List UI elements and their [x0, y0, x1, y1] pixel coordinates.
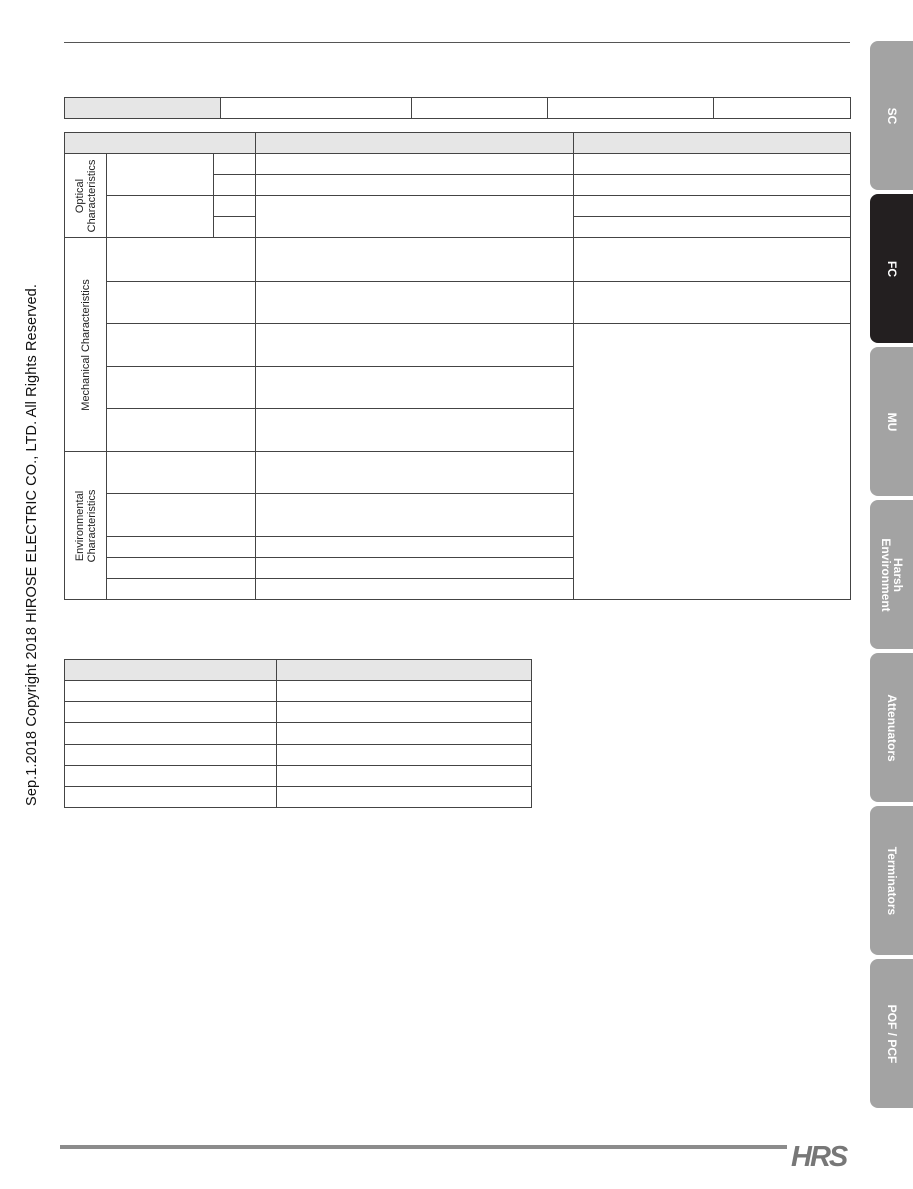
side-tabs — [870, 0, 913, 1189]
spec-standard — [574, 154, 851, 175]
spec-condition — [256, 281, 574, 323]
spec-item — [107, 196, 214, 238]
spec-condition — [256, 578, 574, 599]
spec-standard — [574, 238, 851, 281]
spec-item — [107, 452, 256, 494]
tab-pof-pcf-label: POF / PCF — [884, 1004, 899, 1063]
spec-condition — [256, 323, 574, 366]
spec-condition — [256, 175, 574, 196]
tab-fc-label: FC — [884, 260, 899, 277]
tab-attenuators[interactable] — [870, 653, 913, 802]
tab-mu-label: MU — [884, 412, 899, 431]
materials-cell — [277, 723, 532, 744]
section-optical — [65, 154, 107, 238]
tab-mu[interactable] — [870, 347, 913, 496]
tab-harsh-environment[interactable] — [870, 500, 913, 649]
spec-standard — [574, 323, 851, 599]
materials-cell — [65, 765, 277, 786]
spec-condition — [256, 154, 574, 175]
spec-item — [107, 366, 256, 408]
spec-standard — [574, 175, 851, 196]
header-cell — [412, 98, 548, 119]
header-cell — [65, 98, 221, 119]
spec-item — [107, 238, 256, 281]
spec-item — [107, 536, 256, 557]
materials-cell — [65, 723, 277, 744]
spec-item — [107, 323, 256, 366]
copyright-text: Sep.1.2018 Copyright 2018 HIROSE ELECTRIC CO., LTD. All Rights Reserved. — [24, 284, 40, 806]
tab-fc[interactable] — [870, 194, 913, 343]
spec-condition — [256, 494, 574, 536]
spec-condition — [256, 366, 574, 408]
spec-item — [107, 494, 256, 536]
spec-item — [107, 154, 214, 196]
hrs-logo: HRS — [791, 1141, 847, 1173]
materials-cell — [65, 681, 277, 702]
header-cell — [548, 98, 714, 119]
spec-condition — [256, 196, 574, 238]
materials-cell — [277, 786, 532, 807]
spec-standard — [574, 217, 851, 238]
materials-cell — [277, 702, 532, 723]
section-environmental — [65, 452, 107, 600]
tab-terminators-label: Terminators — [884, 846, 899, 915]
section-environmental-label: Environmental Characteristics — [73, 489, 98, 562]
materials-cell — [65, 702, 277, 723]
materials-table — [64, 659, 532, 808]
top-rule — [64, 42, 850, 43]
spec-header-item — [65, 133, 256, 154]
tab-terminators[interactable] — [870, 806, 913, 955]
spec-item — [107, 578, 256, 599]
spec-item — [107, 557, 256, 578]
spec-header-standard — [574, 133, 851, 154]
materials-header-cell — [65, 660, 277, 681]
spec-condition — [256, 452, 574, 494]
section-mechanical-label: Mechanical Characteristics — [79, 279, 92, 411]
spec-condition — [256, 536, 574, 557]
spec-sub — [214, 217, 256, 238]
spec-item — [107, 281, 256, 323]
spec-item — [107, 409, 256, 452]
spec-condition — [256, 557, 574, 578]
tab-sc-label: SC — [884, 107, 899, 124]
tab-sc[interactable] — [870, 41, 913, 190]
spec-standard — [574, 281, 851, 323]
spec-header-condition — [256, 133, 574, 154]
footer-rule — [60, 1145, 787, 1149]
spec-condition — [256, 409, 574, 452]
materials-cell — [65, 744, 277, 765]
section-mechanical — [65, 238, 107, 452]
spec-condition — [256, 238, 574, 281]
materials-header-cell — [277, 660, 532, 681]
tab-attenuators-label: Attenuators — [884, 693, 899, 762]
specifications-table — [64, 132, 851, 600]
materials-cell — [277, 765, 532, 786]
spec-sub — [214, 196, 256, 217]
materials-cell — [277, 681, 532, 702]
spec-sub — [214, 154, 256, 175]
header-cell — [714, 98, 851, 119]
spec-sub — [214, 175, 256, 196]
spec-standard — [574, 196, 851, 217]
header-cell — [221, 98, 412, 119]
materials-cell — [277, 744, 532, 765]
materials-cell — [65, 786, 277, 807]
tab-pof-pcf[interactable] — [870, 959, 913, 1108]
section-optical-label: Optical Characteristics — [73, 159, 98, 233]
tab-harsh-environment-label: Harsh Environment — [878, 537, 905, 612]
product-header-table — [64, 97, 851, 119]
